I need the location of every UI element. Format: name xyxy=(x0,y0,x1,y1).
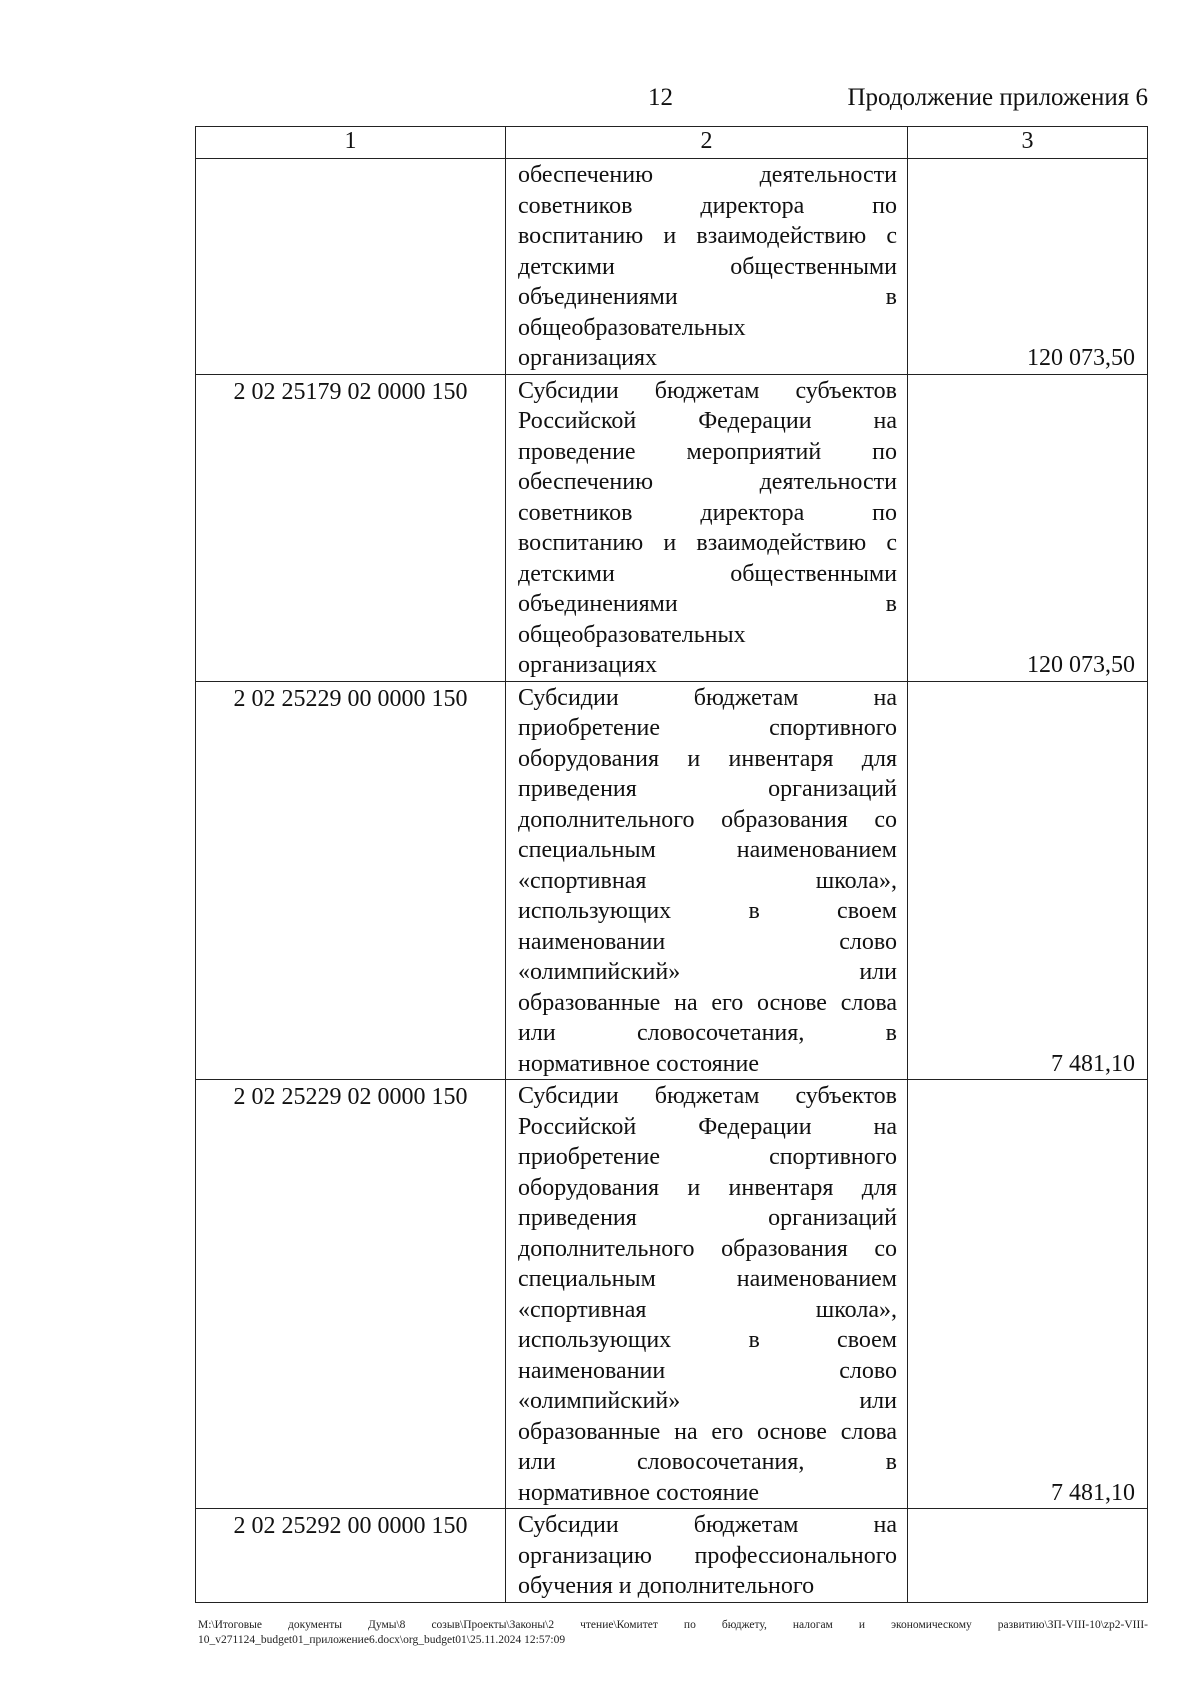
table-row xyxy=(196,681,1148,1080)
revenue-description xyxy=(506,1080,908,1509)
column-number-3: 3 xyxy=(908,127,1148,159)
revenue-code: 2 02 25229 02 0000 150 xyxy=(196,1080,506,1509)
description-line: использующих в своем xyxy=(518,898,897,924)
description-line: общеобразовательных xyxy=(518,314,746,341)
amount: 7 481,10 xyxy=(908,1080,1148,1509)
description-line: обеспечению деятельности xyxy=(518,162,897,188)
description-line: «спортивная школа», xyxy=(518,867,897,894)
table-row xyxy=(196,374,1148,681)
table-row xyxy=(196,159,1148,375)
description-line: нормативное состояние xyxy=(518,1050,759,1077)
revenue-description xyxy=(506,1509,908,1603)
amount: 7 481,10 xyxy=(908,681,1148,1080)
description-line: Субсидии бюджетам субъектов xyxy=(518,377,897,404)
description-line: организациях xyxy=(518,345,658,371)
description-line: советников директора по xyxy=(518,499,897,526)
description-line: специальным наименованием xyxy=(518,1266,897,1292)
description-line: Субсидии бюджетам на xyxy=(518,1512,897,1538)
description-line: приобретение спортивного xyxy=(518,715,897,741)
description-line: обучения и дополнительного xyxy=(518,1573,815,1599)
description-line: приобретение спортивного xyxy=(518,1144,897,1170)
column-number-1: 1 xyxy=(196,127,506,159)
revenue-code: 2 02 25292 00 0000 150 xyxy=(196,1509,506,1603)
budget-table-body xyxy=(196,127,1148,1603)
description-line: Субсидии бюджетам на xyxy=(518,684,897,711)
description-line: образованные на его основе слова xyxy=(518,989,897,1016)
description-line: специальным наименованием xyxy=(518,837,897,863)
description-line: или словосочетания, в xyxy=(518,1449,897,1475)
description-line: приведения организаций xyxy=(518,776,897,802)
description-line: «олимпийский» или xyxy=(518,1388,897,1414)
budget-table xyxy=(195,126,1148,1603)
description-line: наименовании слово xyxy=(518,1357,897,1384)
description-line: общеобразовательных xyxy=(518,621,746,648)
column-number-2: 2 xyxy=(506,127,908,159)
description-line: детскими общественными xyxy=(518,253,897,280)
amount xyxy=(908,1509,1148,1603)
page-number: 12 xyxy=(648,84,673,111)
description-line: «олимпийский» или xyxy=(518,959,897,985)
description-line: организацию профессионального xyxy=(518,1542,897,1569)
file-path-footer: M:\Итоговые документы Думы\8 созыв\Проекты\Законы\2 чтение\Комитет по бюджету, налогам и экономическому развитию\ЗП-VIII-10\zp2-VIII-10_v271124_budget01_приложение6.docx\org_budget01\25.11.2024 12:57:09 xyxy=(198,1619,1148,1646)
description-line: воспитанию и взаимодействию с xyxy=(518,223,897,249)
description-line: «спортивная школа», xyxy=(518,1296,897,1323)
description-line: дополнительного образования со xyxy=(518,1235,897,1262)
description-line: воспитанию и взаимодействию с xyxy=(518,530,897,556)
description-line: проведение мероприятий по xyxy=(518,438,897,465)
description-line: организациях xyxy=(518,652,658,678)
description-line: объединениями в xyxy=(518,591,897,617)
revenue-code: 2 02 25229 00 0000 150 xyxy=(196,681,506,1080)
description-line: использующих в своем xyxy=(518,1327,897,1353)
revenue-code: 2 02 25179 02 0000 150 xyxy=(196,374,506,681)
appendix-continuation-header: Продолжение приложения 6 xyxy=(847,84,1148,111)
column-number-row xyxy=(196,127,1148,159)
description-line: Российской Федерации на xyxy=(518,408,897,434)
description-line: детскими общественными xyxy=(518,560,897,587)
description-line: дополнительного образования со xyxy=(518,806,897,833)
description-line: оборудования и инвентаря для xyxy=(518,745,897,772)
revenue-description xyxy=(506,681,908,1080)
description-line: нормативное состояние xyxy=(518,1479,759,1506)
description-line: советников директора по xyxy=(518,192,897,219)
description-line: объединениями в xyxy=(518,284,897,310)
description-line: или словосочетания, в xyxy=(518,1020,897,1046)
description-line: обеспечению деятельности xyxy=(518,469,897,495)
amount: 120 073,50 xyxy=(908,374,1148,681)
amount: 120 073,50 xyxy=(908,159,1148,375)
description-line: наименовании слово xyxy=(518,928,897,955)
revenue-description xyxy=(506,374,908,681)
table-row xyxy=(196,1509,1148,1603)
description-line: оборудования и инвентаря для xyxy=(518,1174,897,1201)
revenue-code xyxy=(196,159,506,375)
description-line: образованные на его основе слова xyxy=(518,1418,897,1445)
description-line: приведения организаций xyxy=(518,1205,897,1231)
revenue-description xyxy=(506,159,908,375)
description-line: Субсидии бюджетам субъектов xyxy=(518,1083,897,1109)
table-row xyxy=(196,1080,1148,1509)
description-line: Российской Федерации на xyxy=(518,1113,897,1140)
